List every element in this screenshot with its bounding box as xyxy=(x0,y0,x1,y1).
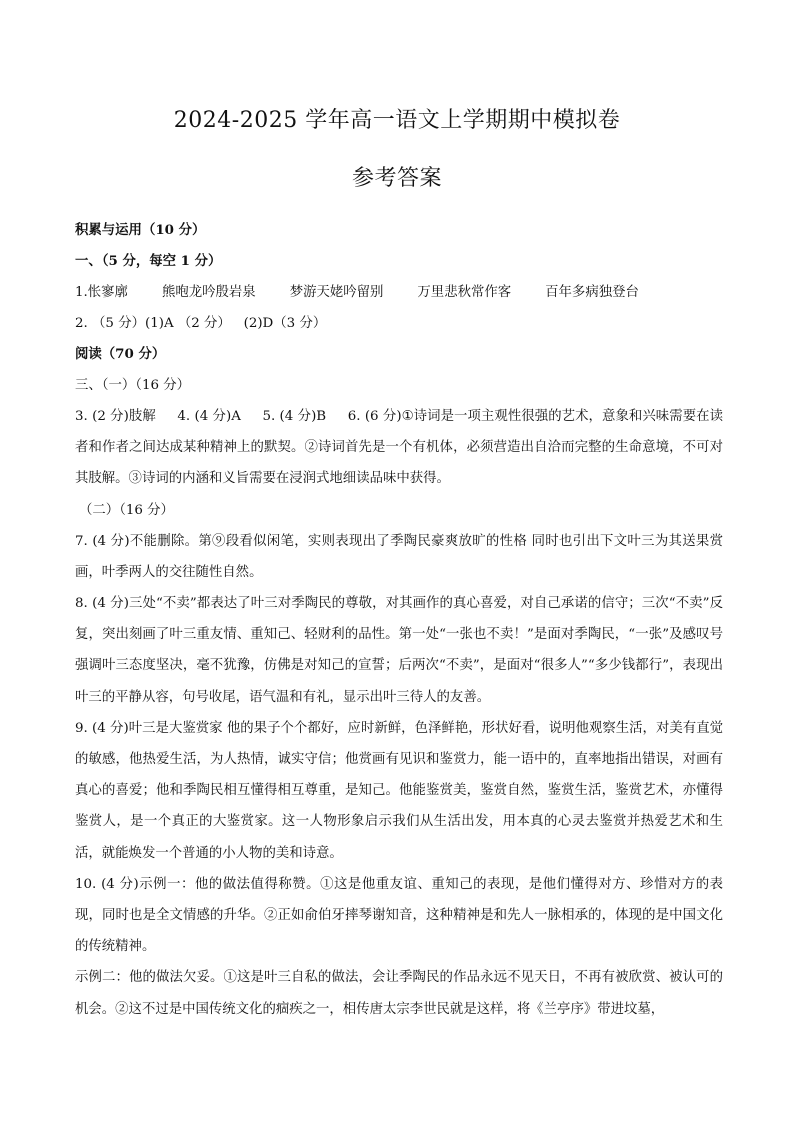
answer-q10-example-two: 示例二：他的做法欠妥。①这是叶三自私的做法，会让季陶民的作品永远不见天日，不再有被欣赏、被认可的机会。②这不过是中国传统文化的痼疾之一，相传唐太宗李世民就是这样，将《兰亭序》带进坟墓， xyxy=(75,970,723,1017)
answer-q1-item: 百年多病独登台 xyxy=(545,285,639,300)
answer-q1-item: 梦游天姥吟留别 xyxy=(289,285,384,300)
part-heading-three-one: 三、（一）（16 分） xyxy=(75,378,191,393)
section-heading-reading: 阅读（70 分） xyxy=(75,346,166,362)
answer-q10-example-one: 10. (4 分)示例一：他的做法值得称赞。①这是他重友谊、重知己的表现，是他们懂得对方、珍惜对方的表现，同时也是全文情感的升华。②正如俞伯牙摔琴谢知音，这种精神是和先人一脉相承的，体现的是中国文化的传统精神。 xyxy=(75,876,723,955)
section-heading-accumulation: 积累与运用（10 分） xyxy=(75,222,206,238)
answer-q9: 9. (4 分)叶三是大鉴赏家 他的果子个个都好，应时新鲜，色泽鲜艳，形状好看，说明他观察生活，对美有直觉的敏感，他热爱生活，为人热情，诚实守信；他赏画有见识和鉴赏力，能一语中的，直率地指出错误，对画有真心的喜爱；他和季陶民相互懂得相互尊重，是知己。他能鉴赏美，鉴赏自然，鉴赏生活，鉴赏艺术，亦懂得鉴赏人，是一个真正的大鉴赏家。这一人物形象启示我们从生活出发，用本真的心灵去鉴赏并热爱艺术和生活，就能焕发一个普通的小人物的美和诗意。 xyxy=(75,720,723,861)
part-heading-three-two: （二）（16 分） xyxy=(79,502,174,518)
answer-row-q1 xyxy=(75,277,723,308)
document-title: 2024-2025 学年高一语文上学期期中模拟卷 xyxy=(173,108,621,133)
answer-q1-item: 熊咆龙吟殷岩泉 xyxy=(161,285,256,300)
document-subtitle: 参考答案 xyxy=(351,166,442,191)
answer-content xyxy=(75,215,723,1025)
part-heading-one: 一、（5 分，每空 1 分） xyxy=(75,253,222,269)
answer-q1-item: 1.怅寥廓 xyxy=(75,285,128,300)
answer-q1-item: 万里悲秋常作客 xyxy=(417,285,512,300)
answer-q7: 7. (4 分)不能删除。第⑨段看似闲笔，实则表现出了季陶民豪爽放旷的性格 同时也引出下文叶三为其送果赏画，叶季两人的交往随性自然。 xyxy=(75,533,723,580)
answer-q3-q6: 3. (2 分)肢解 4. (4 分)A 5. (4 分)B 6. (6 分)①诗词是一项主观性很强的艺术，意象和兴味需要在读者和作者之间达成某种精神上的默契。②诗词首先是一个有机体，必须营造出自洽而完整的生命意境，不可对其肢解。③诗词的内涵和义旨需要在浸润式地细读品味中获得。 xyxy=(75,409,723,487)
answer-q2: 2. （5 分）(1)A （2 分） (2)D（3 分） xyxy=(75,316,327,331)
answer-q8: 8. (4 分)三处“不卖”都表达了叶三对季陶民的尊敬，对其画作的真心喜爱，对自己承诺的信守；三次“不卖”反复，突出刻画了叶三重友情、重知己、轻财利的品性。第一处“一张也不卖！”是面对季陶民，“一张”及感叹号强调叶三态度坚决，毫不犹豫，仿佛是对知己的宣誓；后两次“不卖”，是面对“很多人”“多少钱都行”，表现出叶三的平静从容，句号收尾，语气温和有礼，显示出叶三待人的友善。 xyxy=(75,596,723,705)
